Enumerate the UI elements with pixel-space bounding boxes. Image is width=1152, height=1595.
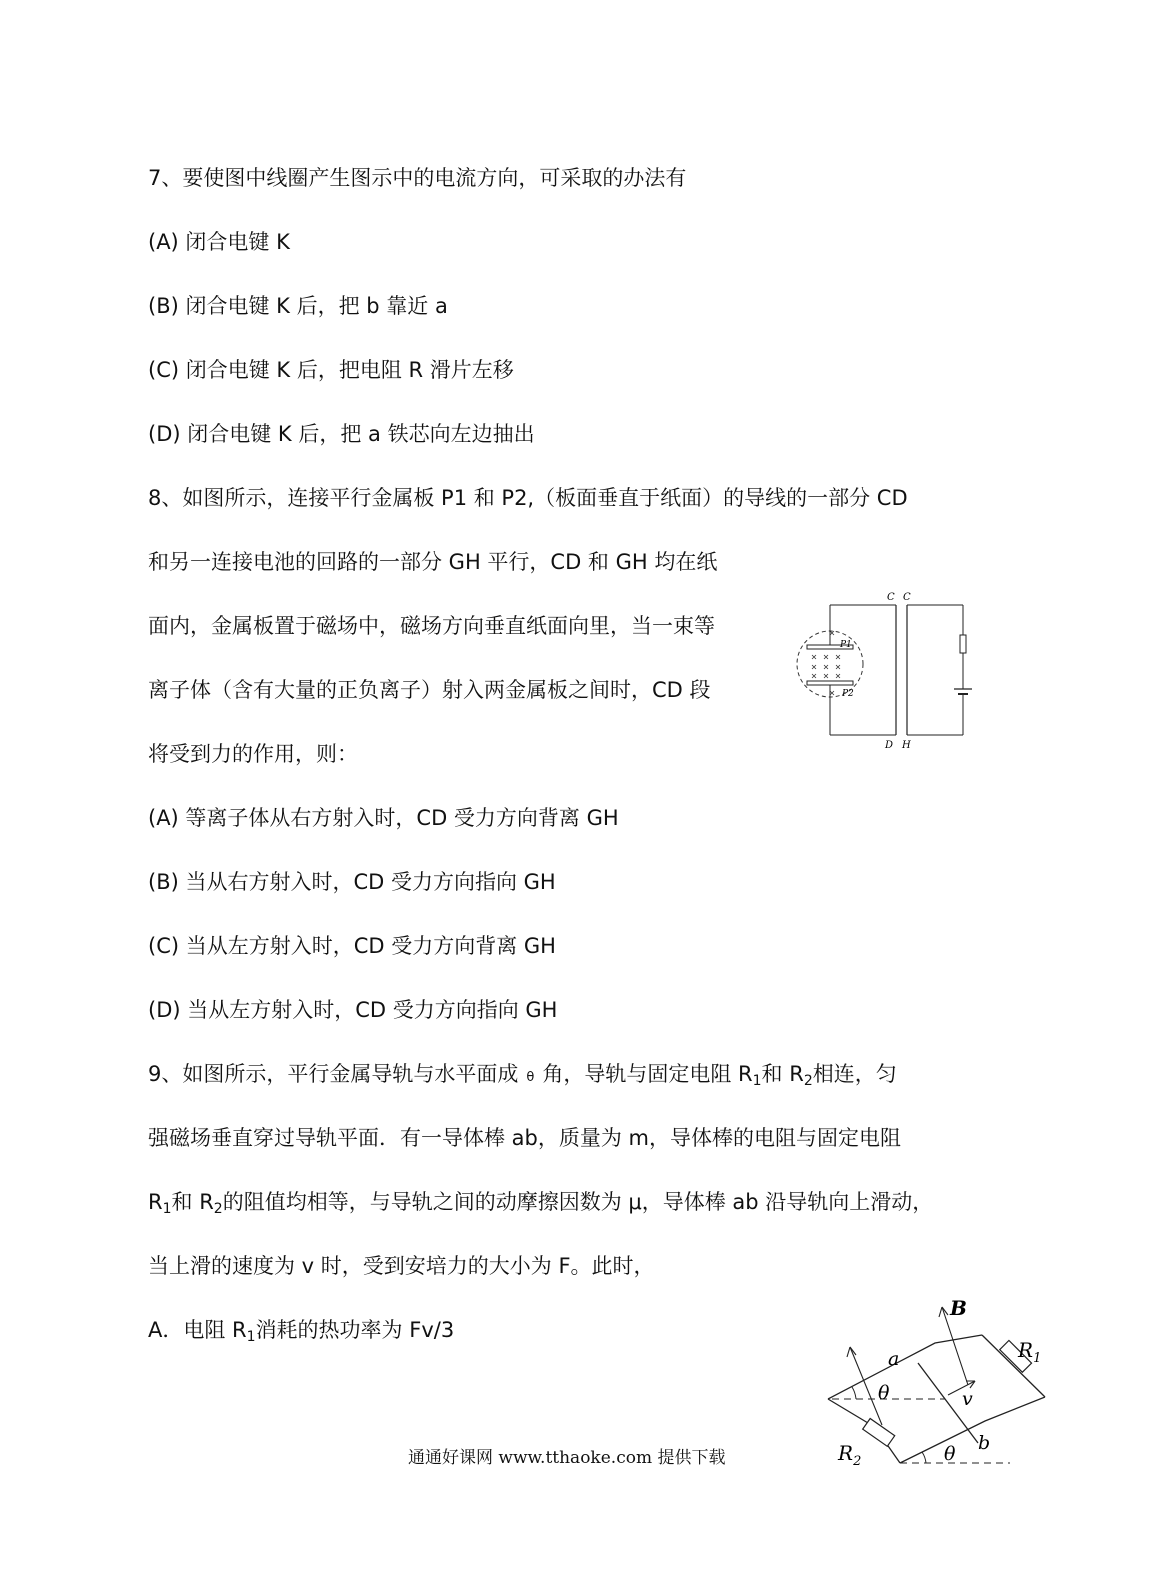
q7-option-d: (D) 闭合电键 K 后，把 a 铁芯向左边抽出 [148,422,535,446]
label-theta-1: θ [878,1382,890,1404]
q9-incline-figure [820,1295,1050,1480]
footer-source: 通通好课网 www.tthaoke.com 提供下载 [408,1448,726,1468]
label-p2: P2 [842,689,854,699]
q8-option-b: (B) 当从右方射入时，CD 受力方向指向 GH [148,870,556,894]
label-c1: C [887,592,895,603]
q9-option-a: A．电阻 $R_1$消耗的热功率为 Fv/3 [148,1318,455,1345]
q8-stem-line-3: 面内，金属板置于磁场中，磁场方向垂直纸面向里，当一束等 [148,614,715,638]
q9-stem-line-3: $R_1$和 $R_2$的阻值均相等，与导轨之间的动摩擦因数为 μ，导体棒 ab 沿导轨向上滑动， [148,1190,934,1217]
label-r2: $R_2$ [838,1441,862,1469]
q8-stem-line-2: 和另一连接电池的回路的一部分 GH 平行，CD 和 GH 均在纸 [148,550,718,574]
q9-stem-line-4: 当上滑的速度为 v 时，受到安培力的大小为 F。此时， [148,1254,655,1278]
label-b-end: b [978,1432,991,1454]
q8-stem-line-1: 8、如图所示，连接平行金属板 P1 和 P2,（板面垂直于纸面）的导线的一部分 CD [148,486,908,510]
label-b-field: B [950,1296,967,1320]
label-d: D [885,740,894,751]
label-h: H [902,740,911,751]
label-c2: C [903,592,911,603]
label-theta-2: θ [944,1443,956,1465]
label-a: a [888,1348,900,1370]
q8-stem-line-5: 将受到力的作用，则： [148,742,358,766]
label-r1: $R_1$ [1018,1338,1042,1366]
resistor-r2 [863,1418,895,1446]
plate-p2 [807,681,853,685]
q7-option-a: (A) 闭合电键 K [148,230,290,254]
q8-option-a: (A) 等离子体从右方射入时，CD 受力方向背离 GH [148,806,619,830]
label-v: v [962,1388,973,1410]
q8-option-d: (D) 当从左方射入时，CD 受力方向指向 GH [148,998,558,1022]
q7-option-c: (C) 闭合电键 K 后，把电阻 R 滑片左移 [148,358,514,382]
q7-stem: 7、要使图中线圈产生图示中的电流方向，可采取的办法有 [148,166,687,190]
q9-stem-line-2: 强磁场垂直穿过导轨平面．有一导体棒 ab，质量为 m，导体棒的电阻与固定电阻 [148,1126,902,1150]
q8-stem-line-4: 离子体（含有大量的正负离子）射入两金属板之间时，CD 段 [148,678,711,702]
q9-stem-line-1: 9、如图所示，平行金属导轨与水平面成 θ 角，导轨与固定电阻 $R_1$和 $R_2$相连，匀 [148,1062,897,1089]
q8-option-c: (C) 当从左方射入时，CD 受力方向背离 GH [148,934,556,958]
q7-option-b: (B) 闭合电键 K 后，把 b 靠近 a [148,294,448,318]
resistor [960,635,966,653]
q8-circuit-figure [790,585,980,755]
label-p1: P1 [840,640,852,650]
